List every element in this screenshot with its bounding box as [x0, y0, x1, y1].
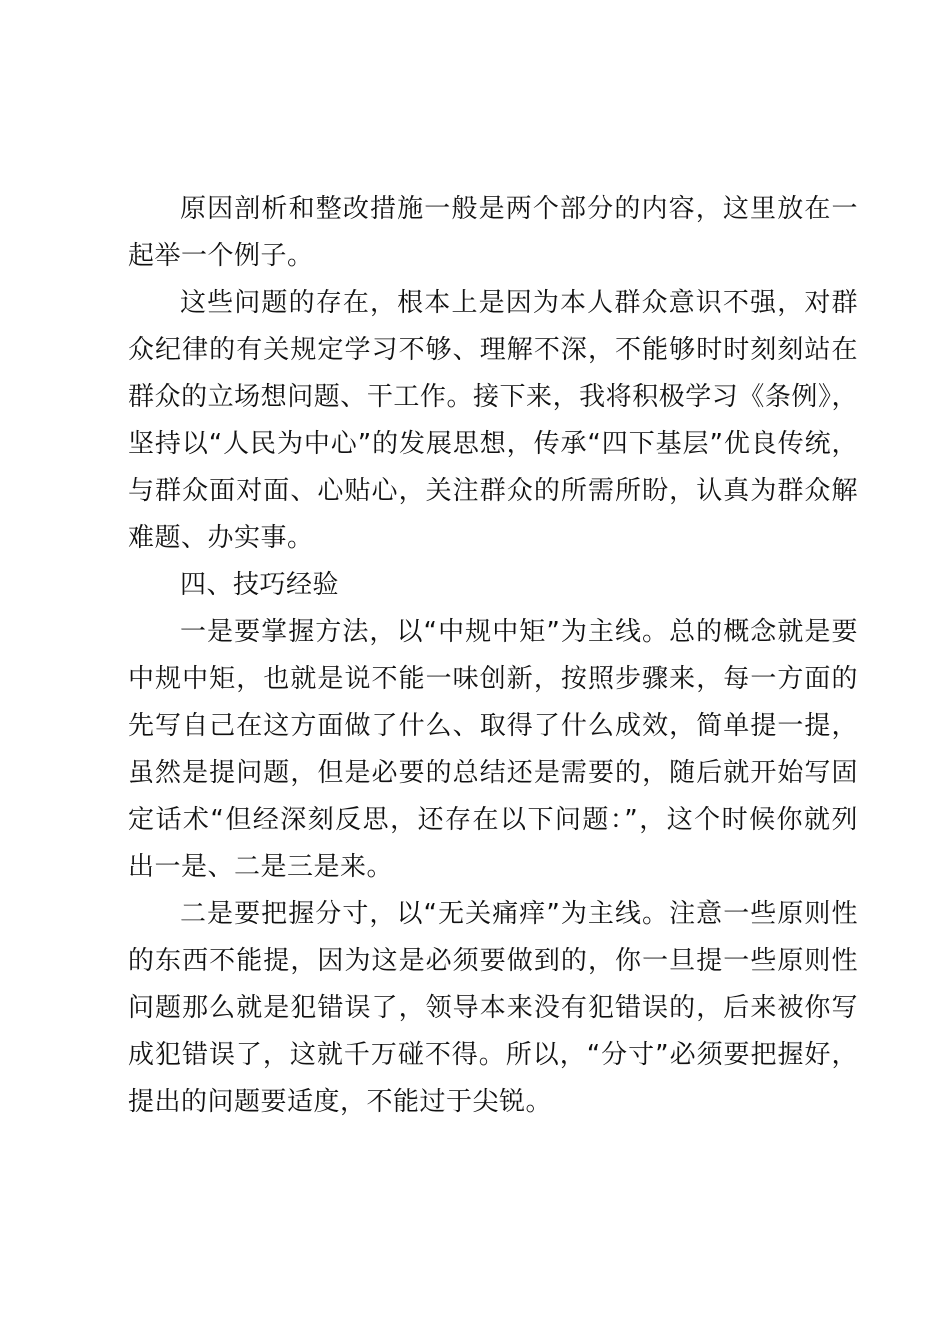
- paragraph-example: 这些问题的存在，根本上是因为本人群众意识不强，对群众纪律的有关规定学习不够、理解不深，不能够时时刻刻站在群众的立场想问题、干工作。接下来，我将积极学习《条例》，坚持以“人民为中心”的发展思想，传承“四下基层”优良传统，与群众面对面、心贴心，关注群众的所需所盼，认真为群众解难题、办实事。: [128, 288, 858, 553]
- document-body: [128, 186, 858, 1126]
- section-heading: 四、技巧经验: [180, 570, 340, 600]
- paragraph-intro: 原因剖析和整改措施一般是两个部分的内容，这里放在一起举一个例子。: [128, 194, 858, 271]
- paragraph-tip-one: 一是要掌握方法，以“中规中矩”为主线。总的概念就是要中规中矩，也就是说不能一味创新，按照步骤来，每一方面的先写自己在这方面做了什么、取得了什么成效，简单提一提，虽然是提问题，但是必要的总结还是需要的，随后就开始写固定话术“但经深刻反思，还存在以下问题：”，这个时候你就列出一是、二是三是来。: [128, 617, 858, 882]
- paragraph-tip-two: 二是要把握分寸，以“无关痛痒”为主线。注意一些原则性的东西不能提，因为这是必须要做到的，你一旦提一些原则性问题那么就是犯错误了，领导本来没有犯错误的，后来被你写成犯错误了，这就千万碰不得。所以，“分寸”必须要把握好，提出的问题要适度，不能过于尖锐。: [128, 899, 858, 1117]
